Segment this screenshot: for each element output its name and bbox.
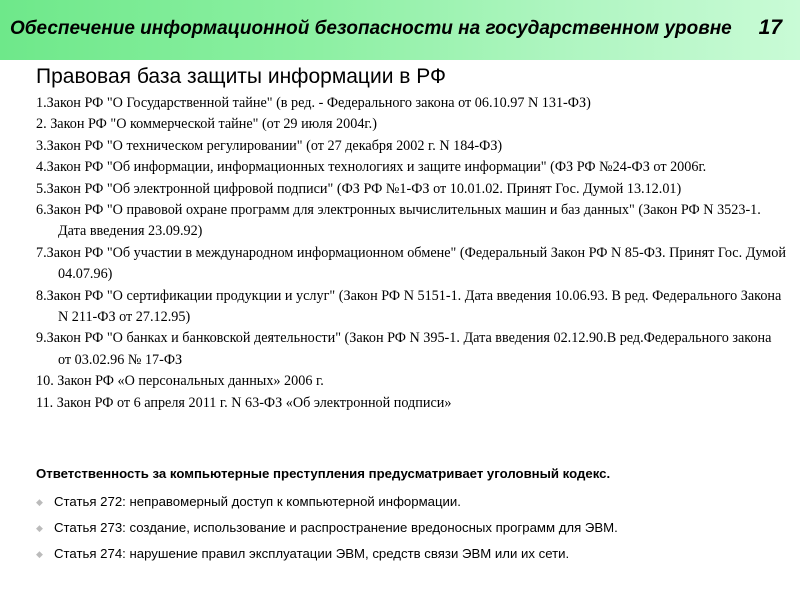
law-item: 8.Закон РФ "О сертификации продукции и услуг" (Закон РФ N 5151-1. Дата введения 10.06.93. В ред. Федерального Закона N 211-ФЗ от 27.12.95) [36,287,782,326]
diamond-bullet-icon: ◆ [36,497,43,507]
law-item: 4.Закон РФ "Об информации, информационных технологиях и защите информации" (ФЗ РФ №24-ФЗ от 2006г. [36,159,707,176]
article-text: Статья 274: нарушение правил эксплуатации ЭВМ, средств связи ЭВМ или их сети. [54,546,570,561]
article-item [36,546,786,572]
law-item: 1.Закон РФ "О Государственной тайне" (в ред. - Федерального закона от 06.10.97 N 131-ФЗ) [36,95,591,111]
laws-list [36,93,786,414]
diamond-bullet-icon: ◆ [36,549,43,559]
diamond-bullet-icon: ◆ [36,523,43,533]
articles-list [36,494,786,572]
law-item: 2. Закон РФ "О коммерческой тайне" (от 29 июля 2004г.) [36,116,377,133]
article-item [36,520,786,546]
law-item: 11. Закон РФ от 6 апреля 2011 г. N 63-ФЗ «Об электронной подписи» [36,394,452,411]
slide-title: Обеспечение информационной безопасности на государственном уровне [10,18,732,39]
article-item [36,494,786,520]
slide-number: 17 [758,16,782,39]
article-text: Статья 273: создание, использование и распространение вредоносных программ для ЭВМ. [54,520,618,535]
header-bar [0,0,800,60]
law-item: 7.Закон РФ "Об участии в международном информационном обмене" (Федеральный Закон РФ N 85-ФЗ. Принят Гос. Думой 04.07.96) [36,244,786,283]
law-item: 3.Закон РФ "О техническом регулировании" (от 27 декабря 2002 г. N 184-ФЗ) [36,137,503,154]
law-item: 5.Закон РФ "Об электронной цифровой подписи" (ФЗ РФ №1-ФЗ от 10.01.02. Принят Гос. Думой 13.12.01) [36,180,682,197]
law-item: 9.Закон РФ "О банках и банковской деятельности" (Закон РФ N 395-1. Дата введения 02.12.90.В ред.Федерального закона от 03.02.96 № 17-ФЗ [36,330,772,368]
law-item: 10. Закон РФ «О персональных данных» 2006 г. [36,373,324,390]
article-text: Статья 272: неправомерный доступ к компьютерной информации. [54,494,461,509]
section-title: Правовая база защиты информации в РФ [36,65,446,88]
responsibility-title: Ответственность за компьютерные преступления предусматривает уголовный кодекс. [36,466,611,481]
law-item: 6.Закон РФ "О правовой охране программ для электронных вычислительных машин и баз данных" (Закон РФ N 3523-1. Дата введения 23.09.92) [36,202,761,240]
